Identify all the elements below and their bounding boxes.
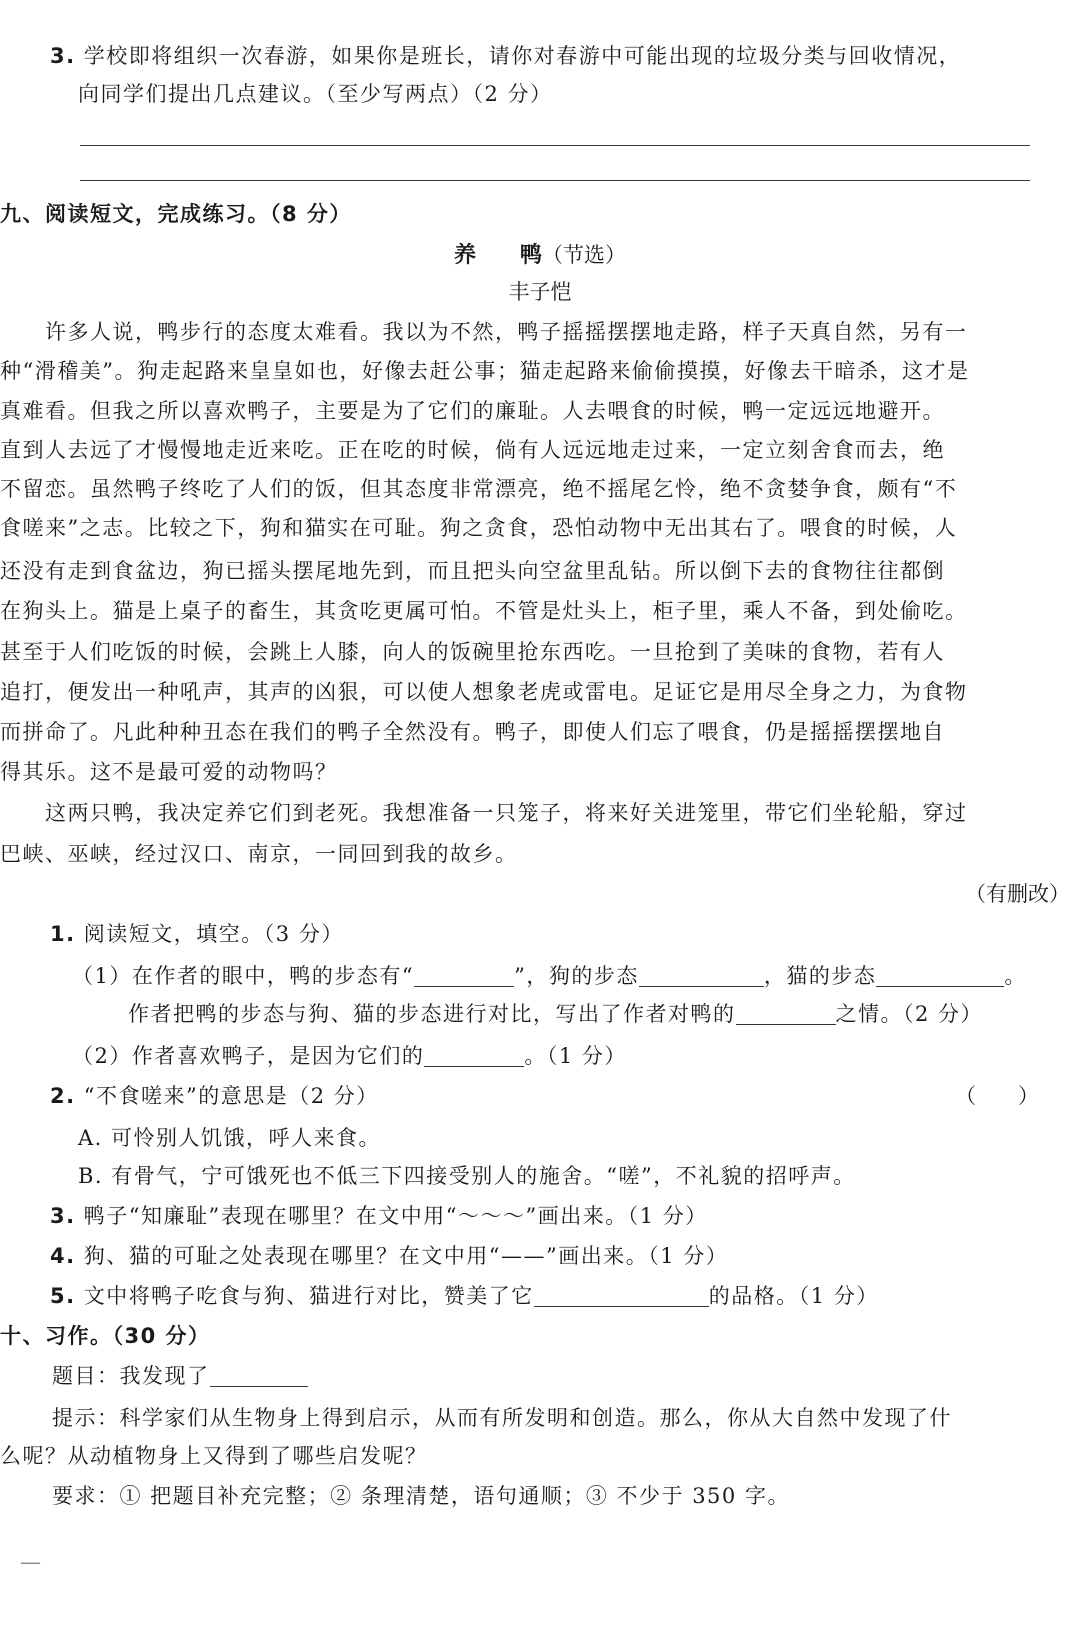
source-note: （有删改） [965,882,1070,906]
blank-cat-gait[interactable] [876,965,1004,987]
q2-option-b: B. 有骨气，宁可饿死也不低三下四接受别人的施舍。“嗟”，不礼貌的招呼声。 [78,1164,856,1188]
blank-essay-title[interactable] [210,1365,308,1387]
blank-feeling[interactable] [736,1003,836,1025]
q4: 4. 狗、猫的可耻之处表现在哪里？在文中用“——”画出来。（1 分） [50,1244,729,1268]
essay-requirements: 要求：① 把题目补充完整；② 条理清楚，语句通顺；③ 不少于 350 字。 [52,1484,790,1508]
q2-answer-bracket[interactable]: （ ） [955,1084,1039,1108]
q1-sub1-line2: 作者把鸭的步态与狗、猫的步态进行对比，写出了作者对鸭的 之情。（2 分） [128,1002,984,1026]
answer-line-2[interactable] [80,180,1030,181]
passage-author: 丰子恺 [508,280,572,304]
q8-3-line2: 向同学们提出几点建议。（至少写两点）（2 分） [78,82,553,106]
q1: 1. 阅读短文，填空。（3 分） [50,922,344,946]
q5: 5. 文中将鸭子吃食与狗、猫进行对比，赞美了它 的品格。（1 分） [50,1284,879,1308]
q3: 3. 鸭子“知廉耻”表现在哪里？在文中用“～～～”画出来。（1 分） [50,1204,708,1228]
essay-hint-line1: 提示：科学家们从生物身上得到启示，从而有所发明和创造。那么，你从大自然中发现了什 [52,1406,952,1430]
section10-heading: 十、习作。（30 分） [0,1324,211,1348]
q1-sub2: （2）作者喜欢鸭子，是因为它们的 。（1 分） [72,1044,627,1068]
q2-option-a: A. 可怜别人饥饿，呼人来食。 [78,1126,382,1150]
essay-hint-line2: 么呢？从动植物身上又得到了哪些启发呢？ [0,1444,428,1468]
blank-reason[interactable] [424,1045,524,1067]
section9-heading: 九、阅读短文，完成练习。（8 分） [0,202,352,226]
blank-dog-gait[interactable] [639,965,764,987]
passage-title: 养 鸭（节选） [453,243,626,268]
page-mark: — [20,1550,41,1574]
essay-topic: 题目：我发现了 [52,1360,308,1390]
blank-duck-gait[interactable] [414,965,514,987]
blank-quality[interactable] [534,1285,709,1307]
q8-3-line1: 3. 学校即将组织一次春游，如果你是班长，请你对春游中可能出现的垃圾分类与回收情况， [50,44,962,68]
q2: 2. “不食嗟来”的意思是（2 分） [50,1084,379,1108]
answer-line-1[interactable] [80,145,1030,146]
q1-sub1: （1）在作者的眼中，鸭的步态有“ ”，狗的步态 ，猫的步态 。 [72,964,1027,988]
